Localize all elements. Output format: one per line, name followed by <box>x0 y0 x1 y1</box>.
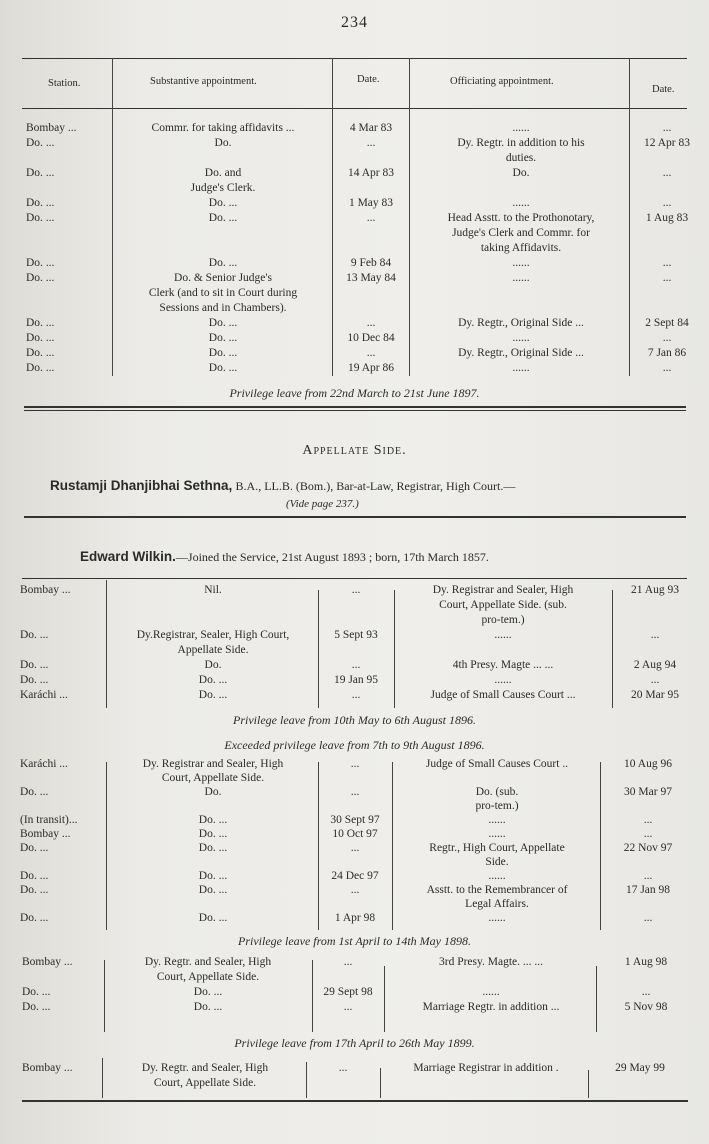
table-row <box>0 956 709 969</box>
substantive-cell: Appellate Side. <box>177 644 249 656</box>
date-cell: ... <box>662 167 672 179</box>
date-cell: 29 May 99 <box>615 1062 665 1074</box>
substantive-cell: Dy. Registrar and Sealer, High <box>142 758 284 770</box>
date-cell: 30 Mar 97 <box>624 786 672 798</box>
table-row <box>0 912 709 925</box>
date-cell: ... <box>366 317 376 329</box>
table-row <box>0 898 709 911</box>
officiating-cell: Marriage Registrar in addition . <box>413 1062 559 1074</box>
substantive-cell: Do. <box>204 659 222 671</box>
date-cell: ... <box>351 689 361 701</box>
substantive-cell: Do. ... <box>193 1001 223 1013</box>
table-row <box>0 856 709 869</box>
table-row <box>0 644 709 657</box>
table-row <box>0 1001 709 1014</box>
station-cell: Do. ... <box>26 257 55 269</box>
date-cell: 20 Mar 95 <box>631 689 679 701</box>
officiating-cell: ...... <box>488 814 506 826</box>
table-row <box>0 629 709 642</box>
table-row <box>0 659 709 672</box>
officiating-cell: ...... <box>512 272 530 284</box>
table-row <box>0 674 709 687</box>
officiating-cell: Head Asstt. to the Prothonotary, <box>447 212 595 224</box>
station-cell: Bombay ... <box>20 584 71 596</box>
station-cell: Karáchi ... <box>20 758 68 770</box>
date-cell: ... <box>662 122 672 134</box>
officiating-cell: Court, Appellate Side. (sub. <box>439 599 567 611</box>
officiating-cell: ...... <box>488 912 506 924</box>
station-cell: Do. ... <box>20 870 49 882</box>
table-row <box>0 772 709 785</box>
date-cell: 12 Apr 83 <box>644 137 690 149</box>
date-cell: ... <box>643 912 653 924</box>
station-cell: Do. ... <box>22 986 51 998</box>
date-cell: ... <box>366 137 376 149</box>
date-cell: 22 Nov 97 <box>623 842 673 854</box>
header-officiating: Officiating appointment. <box>450 76 554 87</box>
section-rule <box>24 516 686 518</box>
leave-note: Privilege leave from 10th May to 6th August 1896. <box>233 713 476 727</box>
table-row <box>0 347 709 360</box>
table-row <box>0 287 709 300</box>
leave-note: Privilege leave from 22nd March to 21st June 1897. <box>229 386 480 400</box>
officiating-cell: Do. <box>512 167 530 179</box>
table-row <box>0 842 709 855</box>
date-cell: 7 Jan 86 <box>647 347 687 359</box>
date-cell: 2 Sept 84 <box>645 317 689 329</box>
officiating-cell: ...... <box>512 332 530 344</box>
date-cell: 24 Dec 97 <box>331 870 379 882</box>
station-cell: Do. ... <box>26 332 55 344</box>
leave-note: Exceeded privilege leave from 7th to 9th August 1896. <box>224 738 485 752</box>
station-cell: Bombay ... <box>22 1062 73 1074</box>
table-row <box>0 800 709 813</box>
officiating-cell: ...... <box>512 257 530 269</box>
table-rule <box>22 578 687 579</box>
substantive-cell: Do. <box>214 137 232 149</box>
date-cell: 4 Mar 83 <box>349 122 393 134</box>
date-cell: 21 Aug 93 <box>631 584 679 596</box>
officiating-cell: Dy. Regtr., Original Side ... <box>458 317 584 329</box>
substantive-cell: Do. ... <box>198 912 228 924</box>
table-row <box>0 814 709 827</box>
section-rule-thin <box>24 410 686 411</box>
substantive-cell: Do. ... <box>208 257 238 269</box>
date-cell: ... <box>643 828 653 840</box>
station-cell: Do. ... <box>20 629 49 641</box>
header-substantive: Substantive appointment. <box>150 76 257 87</box>
date-cell: ... <box>351 584 361 596</box>
substantive-cell: Do. & Senior Judge's <box>174 272 272 284</box>
officiating-cell: ...... <box>494 674 512 686</box>
substantive-cell: Do. ... <box>198 689 228 701</box>
person-details: —Joined the Service, 21st August 1893 ; born, 17th March 1857. <box>175 550 489 564</box>
substantive-cell: Do. ... <box>198 828 228 840</box>
person-name: Rustamji Dhanjibhai Sethna, <box>50 478 233 493</box>
table-row <box>0 828 709 841</box>
date-cell: 1 Aug 83 <box>645 212 689 224</box>
officiating-cell: duties. <box>505 152 537 164</box>
table-row <box>0 122 709 135</box>
date-cell: 9 Feb 84 <box>350 257 392 269</box>
substantive-cell: Do. ... <box>198 884 228 896</box>
header-date-1: Date. <box>357 74 380 85</box>
officiating-cell: Judge's Clerk and Commr. for <box>452 227 590 239</box>
officiating-cell: ...... <box>488 828 506 840</box>
date-cell: 5 Sept 93 <box>334 629 378 641</box>
officiating-cell: Judge of Small Causes Court .. <box>425 758 569 770</box>
station-cell: Do. ... <box>20 884 49 896</box>
substantive-cell: Do. ... <box>208 362 238 374</box>
table-row <box>0 302 709 315</box>
officiating-cell: taking Affidavits. <box>480 242 562 254</box>
date-cell: 29 Sept 98 <box>323 986 373 998</box>
date-cell: 30 Sept 97 <box>330 814 380 826</box>
date-cell: ... <box>350 758 360 770</box>
station-cell: Do. ... <box>22 1001 51 1013</box>
table-row <box>0 182 709 195</box>
table-row <box>0 242 709 255</box>
table-row <box>0 599 709 612</box>
date-cell: ... <box>338 1062 348 1074</box>
table-row <box>0 272 709 285</box>
date-cell: ... <box>650 674 660 686</box>
header-date-2: Date. <box>652 84 675 95</box>
table-row <box>0 614 709 627</box>
substantive-cell: Court, Appellate Side. <box>161 772 265 784</box>
station-cell: Do. ... <box>26 347 55 359</box>
section-title: Appellate Side. <box>302 443 407 458</box>
table-row <box>0 332 709 345</box>
date-cell: 19 Jan 95 <box>333 674 379 686</box>
officiating-cell: Marriage Regtr. in addition ... <box>422 1001 560 1013</box>
table-row <box>0 884 709 897</box>
date-cell: 1 May 83 <box>348 197 394 209</box>
substantive-cell: Do. ... <box>198 814 228 826</box>
date-cell: ... <box>662 257 672 269</box>
date-cell: ... <box>641 986 651 998</box>
officiating-cell: Regtr., High Court, Appellate <box>429 842 565 854</box>
table-row <box>0 152 709 165</box>
table-row <box>0 362 709 375</box>
date-cell: 5 Nov 98 <box>624 1001 668 1013</box>
table-row <box>0 212 709 225</box>
date-cell: 17 Jan 98 <box>625 884 671 896</box>
person-details: B.A., LL.B. (Bom.), Bar-at-Law, Registrar, High Court.— <box>235 479 516 493</box>
substantive-cell: Do. ... <box>208 332 238 344</box>
date-cell: 10 Oct 97 <box>332 828 378 840</box>
officiating-cell: 3rd Presy. Magte. ... ... <box>438 956 544 968</box>
date-cell: ... <box>662 362 672 374</box>
table-row <box>0 197 709 210</box>
station-cell: Do. ... <box>26 362 55 374</box>
date-cell: ... <box>351 659 361 671</box>
table-row <box>0 227 709 240</box>
officiating-cell: Side. <box>485 856 509 868</box>
date-cell: 13 May 84 <box>346 272 396 284</box>
table-row <box>0 584 709 597</box>
officiating-cell: pro-tem.) <box>475 800 519 812</box>
date-cell: 19 Apr 86 <box>348 362 394 374</box>
station-cell: Bombay ... <box>20 828 71 840</box>
substantive-cell: Do. ... <box>208 317 238 329</box>
substantive-cell: Court, Appellate Side. <box>153 1077 257 1089</box>
station-cell: Do. ... <box>26 212 55 224</box>
station-cell: Karáchi ... <box>20 689 68 701</box>
leave-note: Privilege leave from 1st April to 14th May 1898. <box>238 934 471 948</box>
substantive-cell: Do. ... <box>208 347 238 359</box>
table-row <box>0 317 709 330</box>
substantive-cell: Sessions and in Chambers). <box>159 302 287 314</box>
station-cell: Do. ... <box>20 659 49 671</box>
date-cell: ... <box>366 347 376 359</box>
officiating-cell: pro-tem.) <box>481 614 525 626</box>
table-row <box>0 167 709 180</box>
substantive-cell: Do. ... <box>208 197 238 209</box>
date-cell: 10 Dec 84 <box>347 332 395 344</box>
station-cell: Do. ... <box>20 842 49 854</box>
officiating-cell: ...... <box>512 122 530 134</box>
substantive-cell: Do. ... <box>198 842 228 854</box>
date-cell: ... <box>643 870 653 882</box>
station-cell: Do. ... <box>20 912 49 924</box>
substantive-cell: Do. ... <box>198 674 228 686</box>
header-top-rule <box>22 58 687 59</box>
table-row <box>0 1077 709 1090</box>
section-rule <box>24 406 686 408</box>
officiating-cell: Legal Affairs. <box>465 898 529 910</box>
substantive-cell: Nil. <box>204 584 222 596</box>
officiating-cell: Asstt. to the Remembrancer of <box>426 884 568 896</box>
substantive-cell: Judge's Clerk. <box>190 182 256 194</box>
date-cell: 1 Apr 98 <box>334 912 376 924</box>
date-cell: 14 Apr 83 <box>348 167 394 179</box>
officiating-cell: Dy. Regtr., Original Side ... <box>458 347 584 359</box>
page-number: 234 <box>341 14 368 31</box>
table-row <box>0 971 709 984</box>
officiating-cell: Dy. Regtr. in addition to his <box>457 137 585 149</box>
substantive-cell: Do. ... <box>193 986 223 998</box>
table-row <box>0 758 709 771</box>
person-entry <box>80 549 489 565</box>
officiating-cell: ...... <box>488 870 506 882</box>
station-cell: Do. ... <box>20 674 49 686</box>
substantive-cell: Commr. for taking affidavits ... <box>151 122 295 134</box>
station-cell: Do. ... <box>26 317 55 329</box>
date-cell: ... <box>662 272 672 284</box>
substantive-cell: Clerk (and to sit in Court during <box>148 287 298 299</box>
officiating-cell: ...... <box>512 197 530 209</box>
station-cell: Bombay ... <box>22 956 73 968</box>
station-cell: Do. ... <box>26 167 55 179</box>
table-row <box>0 137 709 150</box>
date-cell: ... <box>643 814 653 826</box>
station-cell: Bombay ... <box>26 122 77 134</box>
station-cell: Do. ... <box>26 272 55 284</box>
date-cell: ... <box>350 786 360 798</box>
table-row <box>0 257 709 270</box>
station-cell: Do. ... <box>26 197 55 209</box>
officiating-cell: 4th Presy. Magte ... ... <box>452 659 554 671</box>
leave-note: Privilege leave from 17th April to 26th May 1899. <box>234 1036 475 1050</box>
date-cell: ... <box>366 212 376 224</box>
vide-note: (Vide page 237.) <box>286 498 359 510</box>
officiating-cell: ...... <box>512 362 530 374</box>
header-station: Station. <box>48 78 81 89</box>
date-cell: ... <box>350 884 360 896</box>
officiating-cell: Do. (sub. <box>475 786 519 798</box>
officiating-cell: Judge of Small Causes Court ... <box>430 689 576 701</box>
person-name: Edward Wilkin. <box>80 549 176 564</box>
substantive-cell: Dy. Regtr. and Sealer, High <box>144 956 272 968</box>
substantive-cell: Do. ... <box>198 870 228 882</box>
substantive-cell: Court, Appellate Side. <box>156 971 260 983</box>
substantive-cell: Do. ... <box>208 212 238 224</box>
table-row <box>0 986 709 999</box>
date-cell: 2 Aug 94 <box>633 659 677 671</box>
officiating-cell: ...... <box>482 986 500 998</box>
table-row <box>0 870 709 883</box>
substantive-cell: Dy.Registrar, Sealer, High Court, <box>136 629 290 641</box>
person-entry <box>50 478 515 494</box>
date-cell: ... <box>343 1001 353 1013</box>
station-cell: (In transit)... <box>20 814 78 826</box>
bottom-rule <box>22 1100 688 1102</box>
table-row <box>0 1062 709 1075</box>
date-cell: ... <box>650 629 660 641</box>
station-cell: Do. ... <box>26 137 55 149</box>
substantive-cell: Do. and <box>204 167 242 179</box>
officiating-cell: Dy. Registrar and Sealer, High <box>432 584 574 596</box>
officiating-cell: ...... <box>494 629 512 641</box>
table-row <box>0 786 709 799</box>
date-cell: ... <box>662 197 672 209</box>
date-cell: ... <box>662 332 672 344</box>
date-cell: ... <box>343 956 353 968</box>
table-row <box>0 689 709 702</box>
substantive-cell: Do. <box>204 786 222 798</box>
substantive-cell: Dy. Regtr. and Sealer, High <box>141 1062 269 1074</box>
station-cell: Do. ... <box>20 786 49 798</box>
date-cell: 1 Aug 98 <box>624 956 668 968</box>
date-cell: ... <box>350 842 360 854</box>
header-bottom-rule <box>22 108 687 109</box>
date-cell: 10 Aug 96 <box>624 758 672 770</box>
